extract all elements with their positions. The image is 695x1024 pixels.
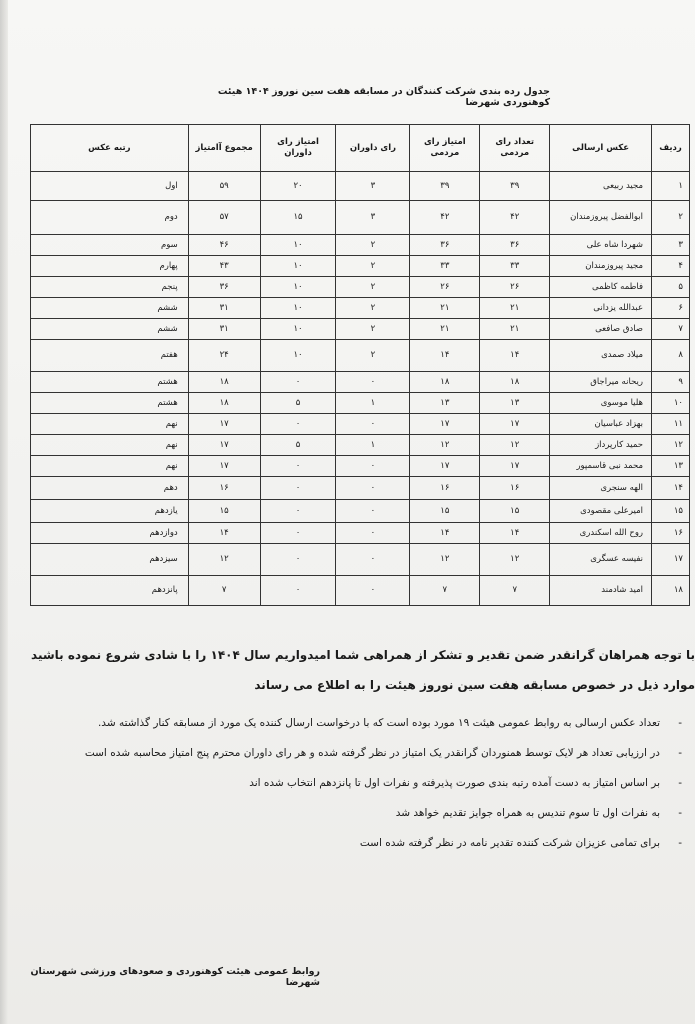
table-row [31, 456, 690, 477]
table-cell: امیرعلی مقصودی [550, 500, 652, 523]
table-cell: ۰ [336, 477, 410, 500]
table-cell: ۱۰ [260, 319, 336, 340]
table-cell: ۳۶ [410, 235, 480, 256]
header-cell: رای داوران [336, 125, 410, 172]
table-cell: ۱۱ [652, 414, 690, 435]
table-cell: ۵ [260, 393, 336, 414]
table-cell: ۴۳ [188, 256, 260, 277]
table-cell: ۱۳ [652, 456, 690, 477]
table-cell: ۱۲ [480, 435, 550, 456]
bullet-dash: - [678, 777, 682, 789]
note-item [20, 712, 682, 734]
table-row [31, 544, 690, 576]
table-cell: ۱۵ [188, 500, 260, 523]
note-item [20, 802, 682, 824]
note-item [20, 772, 682, 794]
table-row [31, 172, 690, 201]
table-cell: ۵ [260, 435, 336, 456]
table-cell: ۲ [336, 235, 410, 256]
table-cell: میلاد صمدی [550, 340, 652, 372]
table-cell: ۱۷ [188, 414, 260, 435]
table-header-row [31, 125, 690, 172]
table-cell: ۱۵ [260, 201, 336, 235]
table-cell: ۱۷ [480, 414, 550, 435]
table-cell: ۱ [652, 172, 690, 201]
table-cell: ۱۸ [188, 372, 260, 393]
table-cell: ۱ [336, 393, 410, 414]
table-cell: ۰ [260, 456, 336, 477]
table-cell: ۰ [336, 523, 410, 544]
table-cell: ۱۷ [188, 456, 260, 477]
table-cell: مجید ربیعی [550, 172, 652, 201]
table-cell: ۴ [652, 256, 690, 277]
table-cell: ۳۶ [480, 235, 550, 256]
bullet-dash: - [678, 807, 682, 819]
table-cell: ۳۶ [188, 277, 260, 298]
table-cell: الهه سنجری [550, 477, 652, 500]
table-cell: هشتم [31, 372, 189, 393]
table-cell: ۱۳ [410, 393, 480, 414]
header-cell: تعداد رای مردمی [480, 125, 550, 172]
table-cell: ۲۱ [480, 298, 550, 319]
table-row [31, 256, 690, 277]
table-cell: ۳ [336, 172, 410, 201]
table-cell: ۱۷ [188, 435, 260, 456]
table-cell: عبدالله یزدانی [550, 298, 652, 319]
table-cell: ۱۴ [480, 523, 550, 544]
table-cell: ۲۶ [480, 277, 550, 298]
table-cell: امید شادمند [550, 576, 652, 606]
table-cell: ۱۸ [480, 372, 550, 393]
note-item [20, 742, 682, 764]
table-cell: هلیا موسوی [550, 393, 652, 414]
table-cell: ۹ [652, 372, 690, 393]
note-text: تعداد عکس ارسالی به روابط عمومی هیئت ۱۹ مورد بوده است که با درخواست ارسال کننده یک مورد از مسابقه کنار گذاشته شد. [97, 717, 660, 729]
table-cell: ۵۷ [188, 201, 260, 235]
table-cell: ۴۲ [480, 201, 550, 235]
page-edge-shadow [0, 0, 8, 1024]
table-cell: ۱۰ [652, 393, 690, 414]
table-cell: ۱۶ [188, 477, 260, 500]
table-cell: ۱۷ [410, 414, 480, 435]
table-cell: ابوالفضل پیروزمندان [550, 201, 652, 235]
table-cell: ۱۸ [652, 576, 690, 606]
table-cell: ۰ [260, 544, 336, 576]
table-cell: ۳ [652, 235, 690, 256]
table-cell: پهارم [31, 256, 189, 277]
note-text: برای تمامی عزیزان شرکت کننده تقدیر نامه در نظر گرفته شده است [359, 837, 660, 849]
table-cell: ۵ [652, 277, 690, 298]
table-cell: ۲۱ [410, 298, 480, 319]
table-cell: ۲۱ [480, 319, 550, 340]
table-row [31, 414, 690, 435]
table-row [31, 235, 690, 256]
table-cell: نهم [31, 414, 189, 435]
header-cell: رتبه عکس [31, 125, 189, 172]
table-cell: ۳۱ [188, 319, 260, 340]
table-cell: ۷ [652, 319, 690, 340]
table-cell: ۱۷ [410, 456, 480, 477]
table-cell: ۷ [410, 576, 480, 606]
table-cell: ۳۹ [480, 172, 550, 201]
table-cell: ۲۰ [260, 172, 336, 201]
table-cell: ۲ [336, 319, 410, 340]
table-cell: ۰ [336, 414, 410, 435]
table-row [31, 277, 690, 298]
table-row [31, 435, 690, 456]
table-cell: ۱۴ [652, 477, 690, 500]
table-row [31, 523, 690, 544]
header-cell: امتیاز رای داوران [260, 125, 336, 172]
table-cell: ۲ [336, 277, 410, 298]
table-cell: ۰ [336, 576, 410, 606]
notes-list [20, 712, 682, 862]
table-cell: ۵۹ [188, 172, 260, 201]
results-table [30, 124, 690, 606]
table-cell: ۱۷ [652, 544, 690, 576]
intro-line-2: موارد ذیل در خصوص مسابقه هفت سین نوروز هیئت را به اطلاع می رساند [254, 678, 695, 692]
table-cell: سوم [31, 235, 189, 256]
table-cell: ۲۶ [410, 277, 480, 298]
table-cell: ۱ [336, 435, 410, 456]
table-cell: دهم [31, 477, 189, 500]
table-cell: ۰ [260, 477, 336, 500]
table-cell: ۲۴ [188, 340, 260, 372]
table-cell: شهردا شاه علی [550, 235, 652, 256]
table-cell: ۳۹ [410, 172, 480, 201]
table-cell: یازدهم [31, 500, 189, 523]
table-row [31, 372, 690, 393]
table-cell: اول [31, 172, 189, 201]
table-cell: ۰ [260, 414, 336, 435]
table-row [31, 298, 690, 319]
table-cell: هشتم [31, 393, 189, 414]
bullet-dash: - [678, 837, 682, 849]
table-cell: نهم [31, 435, 189, 456]
table-cell: ۳۱ [188, 298, 260, 319]
table-row [31, 500, 690, 523]
table-cell: ۱۲ [188, 544, 260, 576]
table-row [31, 340, 690, 372]
table-cell: حمید کارپرداز [550, 435, 652, 456]
table-cell: سیزدهم [31, 544, 189, 576]
table-cell: صادق صافعی [550, 319, 652, 340]
table-cell: ۱۳ [480, 393, 550, 414]
table-cell: ۱۴ [188, 523, 260, 544]
table-cell: پنجم [31, 277, 189, 298]
note-text: در ارزیابی تعداد هر لایک توسط همنوردان گرانقدر یک امتیاز در نظر گرفته شده و هر رای داوران محترم پنج امتیاز محاسبه شده است [84, 747, 660, 759]
document-title: جدول رده بندی شرکت کنندگان در مسابقه هفت سین نوروز ۱۴۰۴ هیئت کوهنوردی شهرضا [217, 86, 550, 108]
table-cell: مجید پیروزمندان [550, 256, 652, 277]
table-cell: ۰ [260, 500, 336, 523]
header-cell: ردیف [652, 125, 690, 172]
table-row [31, 319, 690, 340]
table-cell: ۱۸ [188, 393, 260, 414]
table-cell: ۳ [336, 201, 410, 235]
header-cell: امتیاز رای مردمی [410, 125, 480, 172]
table-cell: ریحانه میراجاق [550, 372, 652, 393]
table-cell: نهم [31, 456, 189, 477]
table-cell: ۲ [336, 298, 410, 319]
table-cell: ۰ [260, 523, 336, 544]
table-cell: فاطمه کاظمی [550, 277, 652, 298]
table-cell: پانزدهم [31, 576, 189, 606]
table-cell: ۱۲ [480, 544, 550, 576]
table-cell: ۱۰ [260, 298, 336, 319]
table-cell: ۰ [336, 456, 410, 477]
table-row [31, 477, 690, 500]
table-cell: ۱۵ [410, 500, 480, 523]
table-cell: ۱۲ [652, 435, 690, 456]
table-row [31, 201, 690, 235]
table-cell: ۴۶ [188, 235, 260, 256]
intro-line-1: با توجه همراهان گرانقدر ضمن تقدیر و تشکر از همراهی شما امیدواریم سال ۱۴۰۴ را با شادی شروع نموده باشید [31, 648, 695, 662]
table-cell: ۱۴ [410, 340, 480, 372]
table-cell: ۷ [188, 576, 260, 606]
note-item [20, 832, 682, 854]
table-cell: بهزاد عباسیان [550, 414, 652, 435]
table-cell: ۰ [336, 544, 410, 576]
table-row [31, 393, 690, 414]
table-cell: ۱۲ [410, 435, 480, 456]
table-cell: ۸ [652, 340, 690, 372]
table-cell: ۱۴ [480, 340, 550, 372]
table-cell: ۱۸ [410, 372, 480, 393]
table-cell: هفتم [31, 340, 189, 372]
table-cell: نفیسه عسگری [550, 544, 652, 576]
table-cell: ۲ [336, 340, 410, 372]
table-cell: ۱۶ [410, 477, 480, 500]
table-cell: ۱۰ [260, 256, 336, 277]
table-cell: ۱۰ [260, 277, 336, 298]
table-cell: محمد نبی قاسمپور [550, 456, 652, 477]
header-cell: عکس ارسالی [550, 125, 652, 172]
table-cell: ۱۶ [480, 477, 550, 500]
note-text: به نفرات اول تا سوم تندیس به همراه جوایز تقدیم خواهد شد [395, 807, 660, 819]
table-cell: ۱۵ [652, 500, 690, 523]
header-cell: مجموع آامتیاز [188, 125, 260, 172]
table-cell: ۱۵ [480, 500, 550, 523]
note-text: بر اساس امتیاز به دست آمده رتبه بندی صورت پذیرفته و نفرات اول تا پانزدهم انتخاب شده اند [249, 777, 660, 789]
table-cell: روح الله اسکندری [550, 523, 652, 544]
table-cell: ۰ [260, 372, 336, 393]
table-cell: ۰ [336, 372, 410, 393]
table-row [31, 576, 690, 606]
table-cell: دوم [31, 201, 189, 235]
footer-signature: روابط عمومی هیئت کوهنوردی و صعودهای ورزشی شهرستان شهرضا [30, 966, 320, 988]
table-cell: ششم [31, 319, 189, 340]
table-cell: ۲ [336, 256, 410, 277]
table-cell: ۲۱ [410, 319, 480, 340]
table-cell: ۱۰ [260, 235, 336, 256]
table-cell: ۱۰ [260, 340, 336, 372]
bullet-dash: - [678, 747, 682, 759]
table-cell: ۱۲ [410, 544, 480, 576]
bullet-dash: - [678, 717, 682, 729]
table-cell: ۲ [652, 201, 690, 235]
table-cell: ۳۳ [480, 256, 550, 277]
table-cell: ۴۲ [410, 201, 480, 235]
table-cell: ۳۳ [410, 256, 480, 277]
table-cell: ۱۷ [480, 456, 550, 477]
table-cell: ششم [31, 298, 189, 319]
table-cell: دوازدهم [31, 523, 189, 544]
table-cell: ۱۴ [410, 523, 480, 544]
table-cell: ۰ [336, 500, 410, 523]
table-cell: ۰ [260, 576, 336, 606]
table-cell: ۱۶ [652, 523, 690, 544]
table-cell: ۶ [652, 298, 690, 319]
table-cell: ۷ [480, 576, 550, 606]
